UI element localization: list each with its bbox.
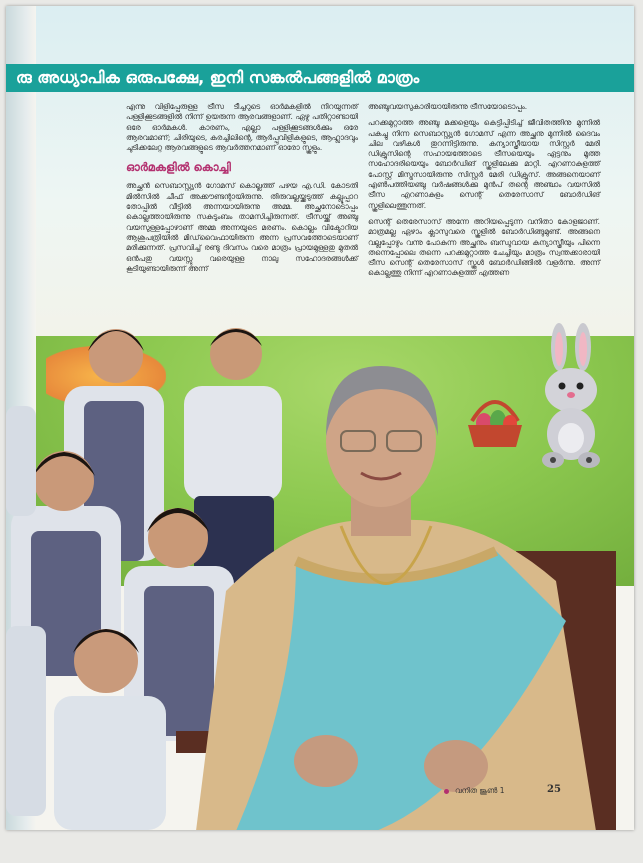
section-subhead: ഓർമകളിൽ കൊച്ചി — [126, 160, 231, 175]
left-intro-paragraph: എന്നു വിളിപ്പേരുള്ള ട്രീസ ടീച്ചറുടെ ഓർമകളിൽ നിറയുന്നത് പള്ളിക്കൂടങ്ങളിൽ നിന്ന് ഉയരുന്ന ആരവങ്ങളാണ്. ഏഴു പതിറ്റാണ്ടായി ഒരേ ഓർമകൾ. കാരണം, എല്ലാ പള്ളിക്കൂടങ്ങൾക്കും ഒരേ ആരവമാണ്; ചിരിയുടെ, കരച്ചിലിന്റെ, ആർപ്പുവിളികളുടെ, ആഹ്ലാദവും ചുടിക്കലേറ്റ ആരവങ്ങളുടെ ആവർത്തനമാണ് ഓരോ സ്കൂളും. — [126, 102, 358, 153]
headline: രു അധ്യാപിക ഒരുപക്ഷേ, ഇനി സങ്കൽപങ്ങളിൽ മാത്രം — [16, 68, 420, 87]
bullet-icon — [444, 789, 449, 794]
right-column — [368, 102, 600, 285]
page-number: 25 — [547, 784, 561, 795]
headline-bar — [6, 64, 634, 92]
page-footer — [444, 786, 505, 796]
magazine-name: വനിത ജൂൺ 1 — [455, 786, 505, 795]
left-column — [126, 102, 358, 280]
right-paragraph-2: പറക്കമുറ്റാത്ത അഞ്ചു മക്കളെയും കെട്ടിപ്പിടിച്ച് ജീവിതത്തിനു മുന്നിൽ പകച്ചു നിന്ന സെബാസ്റ്റ്യൻ ഗോമസ് എന്ന അച്ഛനു മുന്നിൽ ദൈവം ചില വഴികൾ തുറന്നിട്ടിരുന്നു. കന്യാസ്ത്രീയായ സിസ്റ്റർ മേരി ഡിക്രൂസിന്റെ സഹായത്തോടെ ട്രീസയെയും ഏട്ടനും മൂത്ത സഹോദരിയെയും ബോർഡിങ് സ്കൂളിലേക്കു മാറ്റി. എറണാകുളത്ത് പോസ്റ്റ് മിസ്ട്രസായിരുന്നു സിസ്റ്റർ മേരി ഡിക്രൂസ്. അങ്ങനെയാണ് എൺപത്തിയഞ്ചു വർഷങ്ങൾക്കു മുൻപ് തന്റെ അഞ്ചാം വയസിൽ ട്രീസ എറണാകുളം സെന്റ് തെരേസാസ് ബോർഡിങ് സ്കൂളിലെത്തുന്നത്. — [368, 118, 600, 210]
magazine-page — [6, 6, 634, 830]
teacher-photo — [176, 361, 616, 830]
left-body-paragraph: അച്ഛൻ സെബാസ്റ്റ്യൻ ഗോമസ് കൊല്ലത്ത് പഴയ എ.ഡി. കോടതി മിൽസിൽ ചീഫ് അക്കൗണ്ടന്റായിരുന്നു. തിരുവല്ലയ്ക്കടുത്ത് കല്ലൂപ്പാറ തോപ്പിൽ വീട്ടിൽ അന്നയായിരുന്നു അമ്മ. അച്ഛനോടൊപ്പം കൊല്ലത്തായിരുന്നു സകുടുംബം താമസിച്ചിരുന്നത്. ട്രീസയ്ക്ക് അഞ്ചു വയസുള്ളപ്പോഴാണ് അമ്മ അന്നയുടെ മരണം. കൊല്ലം വിക്ടോറിയ ആശുപത്രിയിൽ മിഡ്‌വൈഫായിരുന്ന അന്ന പ്രസവത്തോടെയാണ് മരിക്കുന്നത്. പ്രസവിച്ച് രണ്ടു ദിവസം വരെ മാത്രം പ്രായമുള്ളതു മുതൽ ഒൻപതു വയസ്സു വരെയുള്ള നാലു സഹോദരങ്ങൾക്ക് കൂടിയുണ്ടായിരുന്ന് അന്ന് — [126, 181, 358, 273]
right-paragraph-3: സെന്റ് തെരേസാസ് അന്നേ അറിയപ്പെടുന്ന വനിതാ കോളജാണ്. മാത്രമല്ല ഏഴാം ക്ലാസുവരെ സ്കൂളിൽ ബോർഡിങ്ങുമുണ്ട്. അങ്ങനെ വല്ലപ്പോഴും വന്നു പോകുന്ന അച്ഛനും ബന്ധുവായ കന്യാസ്ത്രീയും പിന്നെ തന്നെപ്പോലെ തന്നെ പറക്കമുറ്റാത്ത ചേച്ചിയും മാത്രം സ്വന്തക്കാരായി ട്രീസ സെന്റ് തെരേസാസ് സ്കൂൾ ബോർഡിങ്ങിൽ വളർന്നു. അന്ന് കൊല്ലത്തു നിന്ന് എറണാകുളത്ത് എത്തണ — [368, 216, 600, 278]
right-paragraph-1: അഞ്ചുവയസുകാരിയായിരുന്നു ട്രീസയോടൊപ്പം. — [368, 102, 528, 111]
